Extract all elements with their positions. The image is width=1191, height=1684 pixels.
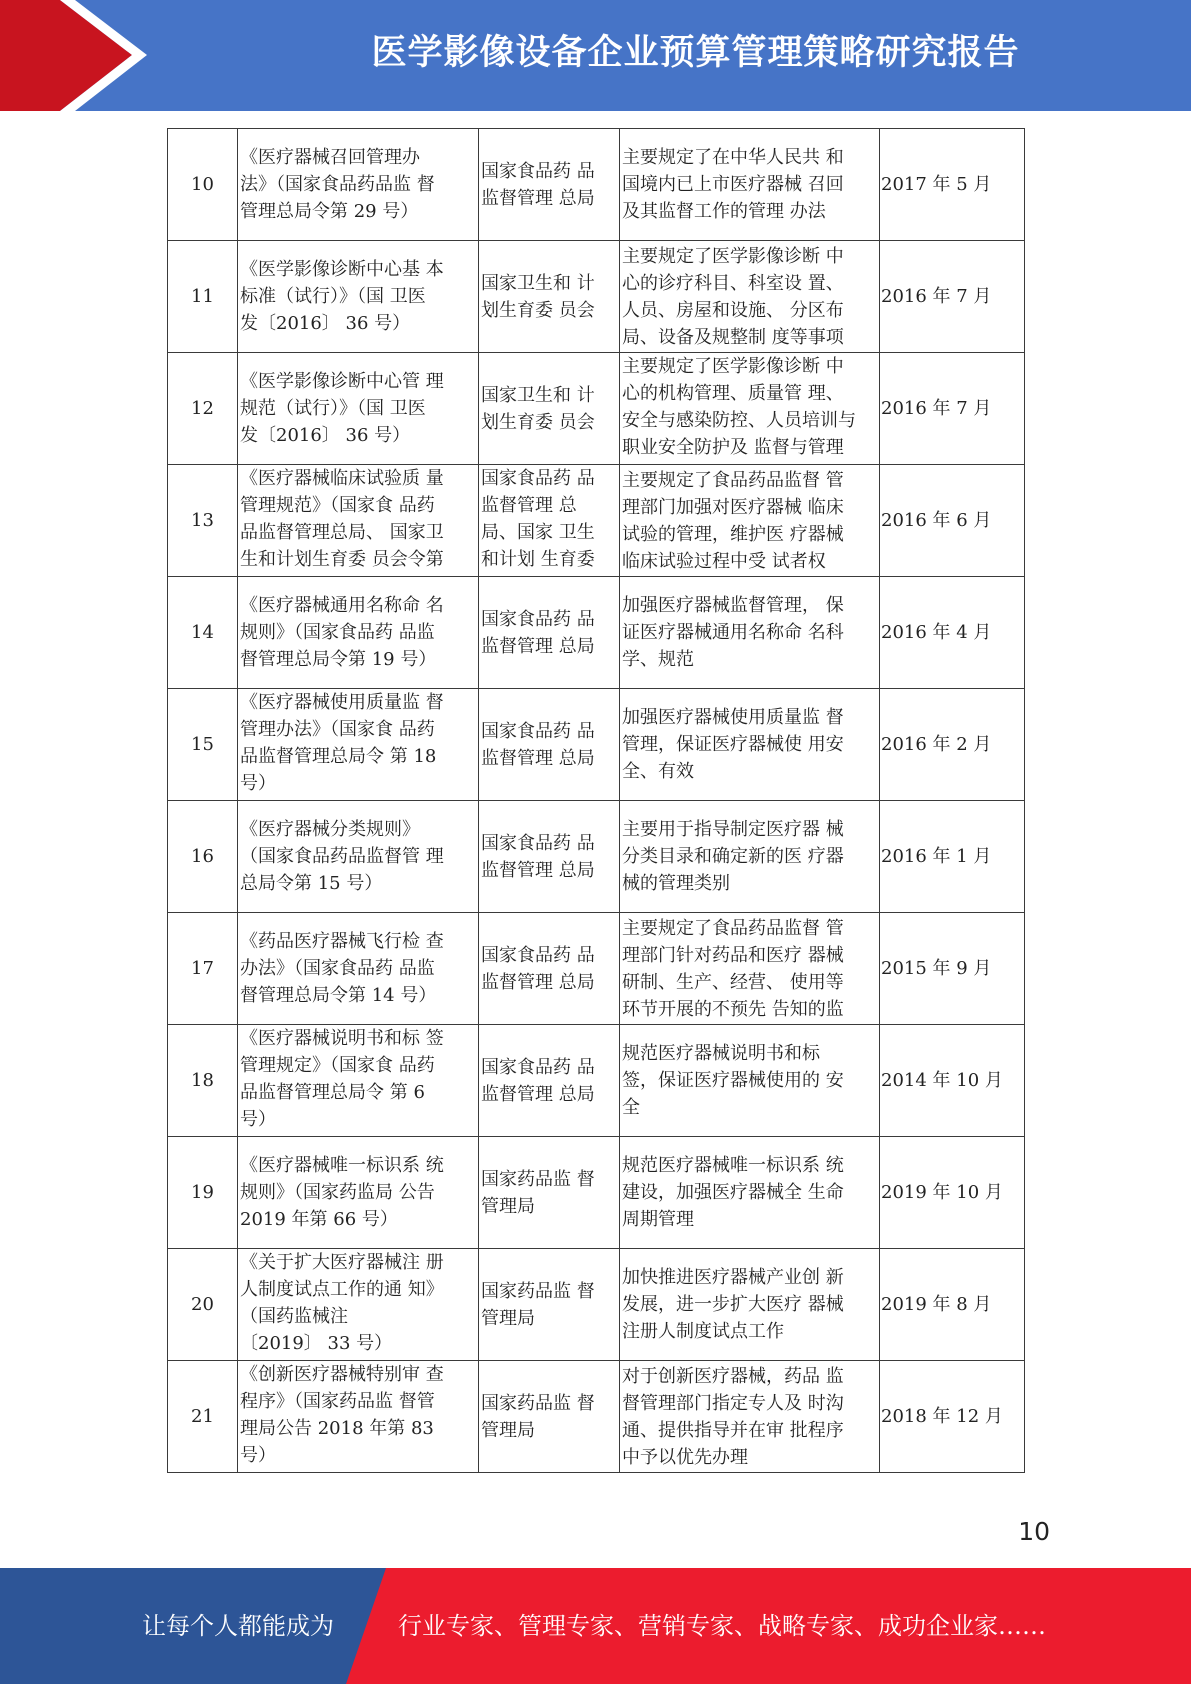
issuing-department-line: 国家食品药 品 bbox=[481, 608, 595, 630]
regulation-name-line: 规则》（国家药监局 公告 bbox=[240, 1182, 435, 1203]
issuing-department-line: 国家食品药 品 bbox=[481, 160, 595, 182]
regulation-summary bbox=[620, 913, 880, 1025]
table-row bbox=[168, 1249, 1025, 1361]
issuing-department-line: 管理局 bbox=[481, 1419, 535, 1441]
issue-date-text: 2016 年 4 月 bbox=[881, 622, 992, 643]
regulation-name-line: 发〔2016〕 36 号） bbox=[240, 425, 411, 446]
regulation-name-line: 品监督管理总局令 第 18 bbox=[240, 746, 437, 767]
issuing-department bbox=[479, 913, 620, 1025]
row-number-text: 10 bbox=[191, 174, 214, 195]
regulation-summary-line: 全、有效 bbox=[622, 761, 694, 782]
regulation-summary bbox=[620, 241, 880, 353]
issue-date-text: 2014 年 10 月 bbox=[881, 1070, 1003, 1091]
regulation-summary-line: 加强医疗器械使用质量监 督 bbox=[622, 707, 844, 728]
regulation-name bbox=[238, 577, 479, 689]
issuing-department-line: 局、国家 卫生 bbox=[481, 522, 595, 543]
regulation-name-line: 督管理总局令第 14 号） bbox=[240, 985, 437, 1006]
issue-date-text: 2016 年 1 月 bbox=[881, 846, 992, 867]
row-number-text: 14 bbox=[191, 622, 214, 643]
issuing-department bbox=[479, 353, 620, 465]
regulation-name-line: 《医学影像诊断中心基 本 bbox=[240, 259, 444, 280]
issue-date bbox=[880, 465, 1025, 577]
regulation-name-line: 《医学影像诊断中心管 理 bbox=[240, 371, 444, 392]
regulation-name-line: 《医疗器械说明书和标 签 bbox=[240, 1028, 444, 1049]
issuing-department-line: 国家卫生和 计 bbox=[481, 272, 595, 294]
regulation-name bbox=[238, 913, 479, 1025]
regulation-name-line: 发〔2016〕 36 号） bbox=[240, 313, 411, 334]
regulation-name-line: 总局令第 15 号） bbox=[240, 873, 383, 894]
regulation-summary-line: 临床试验过程中受 试者权 bbox=[622, 550, 826, 572]
regulation-name-line: 程序》（国家药品监 督管 bbox=[240, 1391, 435, 1412]
issuing-department-line: 划生育委 员会 bbox=[481, 299, 595, 321]
regulation-summary-line: 全 bbox=[622, 1097, 640, 1118]
issue-date-text: 2019 年 10 月 bbox=[881, 1182, 1003, 1203]
regulation-name bbox=[238, 801, 479, 913]
row-number bbox=[168, 465, 238, 577]
regulation-name bbox=[238, 1249, 479, 1361]
row-number-text: 12 bbox=[191, 398, 214, 419]
row-number bbox=[168, 913, 238, 1025]
regulation-name-line: 《药品医疗器械飞行检 查 bbox=[240, 931, 444, 952]
regulation-name bbox=[238, 353, 479, 465]
regulation-summary-line: 理部门针对药品和医疗 器械 bbox=[622, 944, 844, 966]
row-number bbox=[168, 1361, 238, 1473]
issuing-department bbox=[479, 465, 620, 577]
issuing-department-line: 监督管理 总局 bbox=[481, 859, 595, 881]
regulation-name-line: 法》（国家食品药品监 督 bbox=[240, 174, 435, 195]
row-number bbox=[168, 577, 238, 689]
regulation-summary-line: 中予以优先办理 bbox=[622, 1446, 748, 1468]
issue-date-text: 2015 年 9 月 bbox=[881, 958, 992, 979]
regulation-name-line: 《医疗器械临床试验质 量 bbox=[240, 468, 444, 489]
issue-date bbox=[880, 1249, 1025, 1361]
row-number bbox=[168, 353, 238, 465]
regulation-name bbox=[238, 465, 479, 577]
header-chevron-decoration bbox=[0, 0, 160, 111]
regulation-name-line: 《创新医疗器械特别审 查 bbox=[240, 1364, 444, 1385]
row-number-text: 17 bbox=[191, 958, 214, 979]
regulation-summary-line bbox=[622, 461, 879, 464]
issuing-department-line: 划生育委 员会 bbox=[481, 411, 595, 433]
regulations-table bbox=[167, 128, 1025, 1473]
regulation-summary-line: 主要规定了医学影像诊断 中 bbox=[622, 356, 844, 377]
regulation-summary-line: 主要规定了食品药品监督 管 bbox=[622, 469, 844, 491]
row-number bbox=[168, 129, 238, 241]
regulation-name-line: 办法》（国家食品药 品监 bbox=[240, 958, 435, 979]
regulation-name-line: 管理办法》（国家食 品药 bbox=[240, 719, 435, 740]
regulation-name-line: 《医疗器械分类规则》 bbox=[240, 819, 420, 840]
regulation-name-line: 品监督管理总局、 国家卫 bbox=[240, 522, 444, 543]
regulation-summary bbox=[620, 577, 880, 689]
regulations-table-body bbox=[168, 129, 1025, 1473]
table-row bbox=[168, 353, 1025, 465]
issuing-department bbox=[479, 689, 620, 801]
regulation-name-line: （国家食品药品监督管 理 bbox=[240, 846, 444, 867]
row-number bbox=[168, 689, 238, 801]
regulation-name-line: 〔2019〕 33 号） bbox=[240, 1333, 393, 1354]
regulation-summary-line: 规范医疗器械说明书和标 bbox=[622, 1043, 820, 1064]
table-row bbox=[168, 1137, 1025, 1249]
regulation-name bbox=[238, 241, 479, 353]
issue-date-text: 2018 年 12 月 bbox=[881, 1406, 1003, 1427]
regulation-name-line: 2019 年第 66 号） bbox=[240, 1209, 398, 1230]
regulation-name-line: 管理规范》（国家食 品药 bbox=[240, 495, 435, 516]
regulation-summary-line: 发展，进一步扩大医疗 器械 bbox=[622, 1294, 844, 1315]
report-title: 医学影像设备企业预算管理策略研究报告 bbox=[371, 33, 1020, 73]
regulation-summary-line: 试验的管理，维护医 疗器械 bbox=[622, 523, 844, 545]
regulation-name bbox=[238, 689, 479, 801]
regulation-summary-line: 签，保证医疗器械使用的 安 bbox=[622, 1070, 844, 1091]
row-number bbox=[168, 1249, 238, 1361]
regulation-summary bbox=[620, 129, 880, 241]
issuing-department bbox=[479, 129, 620, 241]
table-row bbox=[168, 1361, 1025, 1473]
regulation-name-line: 理局公告 2018 年第 83 bbox=[240, 1418, 434, 1439]
regulation-summary-line: 职业安全防护及 监督与管理 bbox=[622, 437, 844, 458]
issuing-department-line: 监督管理 总 bbox=[481, 495, 577, 516]
issue-date bbox=[880, 353, 1025, 465]
issue-date-text: 2016 年 2 月 bbox=[881, 734, 992, 755]
issue-date bbox=[880, 1137, 1025, 1249]
regulation-summary-line: 主要规定了在中华人民共 和 bbox=[622, 147, 844, 168]
regulation-summary bbox=[620, 353, 880, 465]
issue-date bbox=[880, 241, 1025, 353]
issuing-department-line: 国家食品药 品 bbox=[481, 832, 595, 854]
table-row bbox=[168, 241, 1025, 353]
regulation-summary-line: 械的管理类别 bbox=[622, 873, 730, 894]
regulation-summary bbox=[620, 1025, 880, 1137]
regulation-summary-line: 局、设备及规整制 度等事项 bbox=[622, 326, 844, 348]
issuing-department-line: 国家食品药 品 bbox=[481, 468, 595, 489]
regulation-summary-line: 环节开展的不预先 告知的监 bbox=[622, 998, 844, 1020]
table-row bbox=[168, 465, 1025, 577]
issuing-department-line: 国家药品监 督 bbox=[481, 1168, 595, 1190]
issue-date bbox=[880, 129, 1025, 241]
issuing-department-line: 监督管理 总局 bbox=[481, 635, 595, 657]
regulation-summary-line: 规范医疗器械唯一标识系 统 bbox=[622, 1155, 844, 1176]
page-number: 10 bbox=[1018, 1517, 1050, 1546]
regulation-name-line: （国药监械注 bbox=[240, 1306, 348, 1327]
table-row bbox=[168, 913, 1025, 1025]
regulation-summary-line: 学、规范 bbox=[622, 649, 694, 670]
regulation-summary-line: 安全与感染防控、人员培训与 bbox=[622, 410, 856, 431]
issuing-department-line: 国家药品监 督 bbox=[481, 1392, 595, 1414]
row-number-text: 16 bbox=[191, 846, 214, 867]
issue-date bbox=[880, 1361, 1025, 1473]
issuing-department bbox=[479, 1249, 620, 1361]
issuing-department-line: 国家食品药 品 bbox=[481, 944, 595, 966]
regulation-name-line: 标准（试行）》（国 卫医 bbox=[240, 286, 426, 307]
issue-date-text: 2016 年 7 月 bbox=[881, 398, 992, 419]
row-number bbox=[168, 241, 238, 353]
regulation-name-line: 《关于扩大医疗器械注 册 bbox=[240, 1252, 444, 1273]
issuing-department bbox=[479, 1025, 620, 1137]
regulation-name bbox=[238, 129, 479, 241]
regulation-name-line: 《医疗器械唯一标识系 统 bbox=[240, 1155, 444, 1176]
regulation-name-line: 生和计划生育委 员会令第 bbox=[240, 549, 444, 570]
table-row bbox=[168, 129, 1025, 241]
regulation-summary bbox=[620, 1137, 880, 1249]
footer-slogan-right: 行业专家、管理专家、营销专家、战略专家、成功企业家…… bbox=[398, 1612, 1046, 1640]
issuing-department-line: 国家药品监 督 bbox=[481, 1280, 595, 1302]
table-row bbox=[168, 689, 1025, 801]
regulation-summary bbox=[620, 689, 880, 801]
regulation-summary-line: 及其监督工作的管理 办法 bbox=[622, 201, 826, 222]
issuing-department bbox=[479, 1361, 620, 1473]
issuing-department-line: 和计划 生育委 bbox=[481, 549, 595, 570]
regulation-summary-line: 研制、生产、经营、 使用等 bbox=[622, 971, 844, 993]
regulation-summary bbox=[620, 465, 880, 577]
issuing-department bbox=[479, 1137, 620, 1249]
issuing-department bbox=[479, 241, 620, 353]
regulation-summary-line: 通、提供指导并在审 批程序 bbox=[622, 1419, 844, 1441]
regulation-summary-line: 对于创新医疗器械，药品 监 bbox=[622, 1365, 844, 1387]
row-number-text: 21 bbox=[191, 1406, 214, 1427]
row-number-text: 11 bbox=[191, 286, 214, 307]
regulation-name-line: 号） bbox=[240, 1109, 276, 1130]
regulation-summary-line: 证医疗器械通用名称命 名科 bbox=[622, 622, 844, 643]
regulation-summary-line: 加强医疗器械监督管理， 保 bbox=[622, 595, 844, 616]
regulation-name-line: 《医疗器械通用名称命 名 bbox=[240, 595, 444, 616]
issue-date-text: 2016 年 6 月 bbox=[881, 510, 992, 531]
issuing-department bbox=[479, 577, 620, 689]
regulation-summary-line: 注册人制度试点工作 bbox=[622, 1321, 784, 1342]
regulation-summary-line: 心的诊疗科目、科室设 置、 bbox=[622, 272, 844, 294]
page-header bbox=[0, 0, 1191, 111]
issue-date-text: 2019 年 8 月 bbox=[881, 1294, 992, 1315]
issue-date bbox=[880, 577, 1025, 689]
row-number-text: 19 bbox=[191, 1182, 214, 1203]
regulation-name bbox=[238, 1361, 479, 1473]
regulation-name bbox=[238, 1137, 479, 1249]
row-number bbox=[168, 1137, 238, 1249]
regulation-name-line: 规范（试行）》（国 卫医 bbox=[240, 398, 426, 419]
row-number bbox=[168, 801, 238, 913]
regulation-name-line: 号） bbox=[240, 773, 276, 794]
regulation-summary-line: 主要用于指导制定医疗器 械 bbox=[622, 819, 844, 840]
regulation-name-line: 《医疗器械召回管理办 bbox=[240, 147, 420, 168]
regulation-summary-line: 建设，加强医疗器械全 生命 bbox=[622, 1182, 844, 1203]
footer-slogan-left: 让每个人都能成为 bbox=[142, 1612, 334, 1640]
regulation-name-line: 管理规定》（国家食 品药 bbox=[240, 1055, 435, 1076]
row-number-text: 20 bbox=[191, 1294, 214, 1315]
row-number-text: 15 bbox=[191, 734, 214, 755]
regulation-summary bbox=[620, 1249, 880, 1361]
regulation-summary-line: 主要规定了医学影像诊断 中 bbox=[622, 245, 844, 267]
issuing-department-line: 国家食品药 品 bbox=[481, 1056, 595, 1078]
regulation-name-line: 《医疗器械使用质量监 督 bbox=[240, 692, 444, 713]
row-number bbox=[168, 1025, 238, 1137]
regulation-summary bbox=[620, 1361, 880, 1473]
regulation-summary-line: 国境内已上市医疗器械 召回 bbox=[622, 174, 844, 195]
regulation-name bbox=[238, 1025, 479, 1137]
issuing-department-line: 国家卫生和 计 bbox=[481, 384, 595, 406]
regulation-name-line: 号） bbox=[240, 1445, 276, 1466]
issue-date-text: 2017 年 5 月 bbox=[881, 174, 992, 195]
row-number-text: 13 bbox=[191, 510, 214, 531]
page-footer bbox=[0, 1568, 1191, 1684]
issuing-department bbox=[479, 801, 620, 913]
issuing-department-line: 国家食品药 品 bbox=[481, 720, 595, 742]
regulation-name-line: 督管理总局令第 19 号） bbox=[240, 649, 437, 670]
regulation-name-line: 管理总局令第 29 号） bbox=[240, 201, 419, 222]
regulation-name-line: 人制度试点工作的通 知》 bbox=[240, 1279, 444, 1300]
regulation-summary-line: 管理，保证医疗器械使 用安 bbox=[622, 734, 844, 755]
regulation-name-line: 品监督管理总局令 第 6 bbox=[240, 1082, 425, 1103]
regulation-summary-line: 分类目录和确定新的医 疗器 bbox=[622, 846, 844, 867]
regulation-name-line: 规则》（国家食品药 品监 bbox=[240, 622, 435, 643]
issuing-department-line: 管理局 bbox=[481, 1307, 535, 1329]
issuing-department-line: 监督管理 总局 bbox=[481, 1083, 595, 1105]
regulation-summary-line: 加快推进医疗器械产业创 新 bbox=[622, 1267, 844, 1288]
issue-date bbox=[880, 913, 1025, 1025]
issuing-department-line: 监督管理 总局 bbox=[481, 747, 595, 769]
table-row bbox=[168, 1025, 1025, 1137]
regulation-summary-line: 心的机构管理、质量管 理、 bbox=[622, 383, 844, 404]
issuing-department-line: 监督管理 总局 bbox=[481, 971, 595, 993]
regulation-summary bbox=[620, 801, 880, 913]
issuing-department-line: 监督管理 总局 bbox=[481, 187, 595, 209]
row-number-text: 18 bbox=[191, 1070, 214, 1091]
regulation-summary-line: 人员、房屋和设施、 分区布 bbox=[622, 299, 844, 321]
table-row bbox=[168, 801, 1025, 913]
issue-date bbox=[880, 1025, 1025, 1137]
issue-date bbox=[880, 689, 1025, 801]
regulation-summary-line: 督管理部门指定专人及 时沟 bbox=[622, 1392, 844, 1414]
regulation-summary-line: 主要规定了食品药品监督 管 bbox=[622, 917, 844, 939]
issue-date-text: 2016 年 7 月 bbox=[881, 286, 992, 307]
regulation-summary-line: 周期管理 bbox=[622, 1209, 694, 1230]
issue-date bbox=[880, 801, 1025, 913]
regulation-summary-line: 理部门加强对医疗器械 临床 bbox=[622, 496, 844, 518]
issuing-department-line: 管理局 bbox=[481, 1195, 535, 1217]
table-row bbox=[168, 577, 1025, 689]
